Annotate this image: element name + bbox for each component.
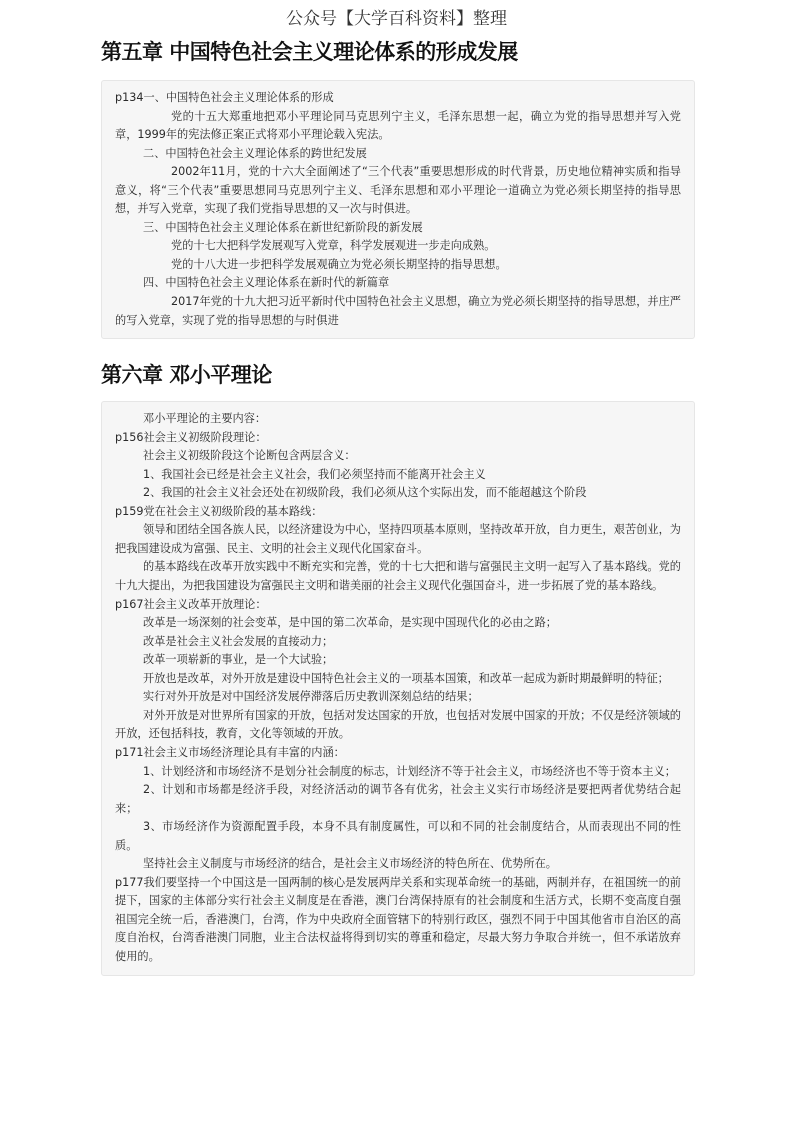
paragraph: 的基本路线在改革开放实践中不断充实和完善，党的十七大把和谐与富强民主文明一起写入了基本路线。党的十九大提出，为把我国建设为富强民主文明和谐美丽的社会主义现代化强国奋斗，进一步拓展了党的基本路线。 bbox=[115, 560, 681, 593]
paragraph: 改革是一场深刻的社会变革，是中国的第二次革命，是实现中国现代化的必由之路； bbox=[143, 616, 557, 630]
paragraph: 2、计划和市场都是经济手段，对经济活动的调节各有优劣，社会主义实行市场经济是要把两者优势结合起来； bbox=[115, 783, 681, 815]
paragraph: 四、中国特色社会主义理论体系在新时代的新篇章 bbox=[143, 276, 390, 290]
paragraph: 二、中国特色社会主义理论体系的跨世纪发展 bbox=[143, 146, 367, 160]
paragraph: 1、计划经济和市场经济不是划分社会制度的标志，计划经济不等于社会主义，市场经济也不等于资本主义； bbox=[143, 764, 676, 778]
paragraph: 坚持社会主义制度与市场经济的结合，是社会主义市场经济的特色所在、优势所在。 bbox=[143, 857, 557, 871]
paragraph: 3、市场经济作为资源配置手段，本身不具有制度属性，可以和不同的社会制度结合，从而表现出不同的性质。 bbox=[115, 820, 681, 852]
paragraph: 改革是社会主义社会发展的直接动力； bbox=[143, 634, 334, 648]
paragraph: 开放也是改革，对外开放是建设中国特色社会主义的一项基本国策，和改革一起成为新时期最鲜明的特征； bbox=[143, 671, 669, 685]
paragraph: 改革一项崭新的事业，是一个大试验； bbox=[143, 653, 334, 667]
chapter-6-heading: 第六章 邓小平理论 bbox=[101, 363, 272, 388]
paragraph: 党的十五大郑重地把邓小平理论同马克思列宁主义，毛泽东思想一起，确立为党的指导思想并写入党章，1999年的宪法修正案正式将邓小平理论载入宪法。 bbox=[115, 109, 681, 142]
paragraph: p167社会主义改革开放理论： bbox=[115, 597, 267, 611]
paragraph: 2002年11月，党的十六大全面阐述了“三个代表”重要思想形成的时代背景，历史地位精神实质和指导意义，将“三个代表”重要思想同马克思列宁主义、毛泽东思想和邓小平理论一道确立为党必须长期坚持的指导思想，并写入党章，实现了我们党指导思想的又一次与时俱进。 bbox=[115, 165, 681, 216]
paragraph: p159党在社会主义初级阶段的基本路线： bbox=[115, 504, 323, 518]
paragraph: p171社会主义市场经济理论具有丰富的内涵： bbox=[115, 745, 345, 759]
paragraph: 社会主义初级阶段这个论断包含两层含义： bbox=[143, 449, 356, 463]
paragraph: 党的十七大把科学发展观写入党章，科学发展观进一步走向成熟。 bbox=[171, 239, 496, 253]
paragraph: 1、我国社会已经是社会主义社会，我们必须坚持而不能离开社会主义 bbox=[143, 467, 486, 481]
paragraph: p156社会主义初级阶段理论： bbox=[115, 430, 267, 444]
watermark: 公众号【大学百科资料】整理 bbox=[286, 9, 507, 29]
paragraph: 三、中国特色社会主义理论体系在新世纪新阶段的新发展 bbox=[143, 220, 423, 234]
paragraph: 2、我国的社会主义社会还处在初级阶段，我们必须从这个实际出发，而不能超越这个阶段 bbox=[143, 486, 587, 500]
paragraph: 实行对外开放是对中国经济发展停滞落后历史教训深刻总结的结果； bbox=[143, 690, 479, 704]
chapter-5-content-box bbox=[101, 80, 695, 339]
chapter-5-heading: 第五章 中国特色社会主义理论体系的形成发展 bbox=[101, 40, 518, 64]
paragraph: 2017年党的十九大把习近平新时代中国特色社会主义思想，确立为党必须长期坚持的指导思想，并庄严的写入党章，实现了党的指导思想的与时俱进 bbox=[115, 295, 681, 327]
paragraph: p177我们要坚持一个中国这是一国两制的核心是发展两岸关系和实现革命统一的基础，两制并存，在祖国统一的前提下，国家的主体部分实行社会主义制度是在香港，澳门台湾保持原有的社会制度和生活方式，长期不变高度自强祖国完全统一后，香港澳门，台湾，作为中央政府全面管辖下的特别行政区，强烈不同于中国其他省市自治区的高度自治权，台湾香港澳门同胞，业主合法权益将得到切实的尊重和稳定，尽最大努力争取合并统一，但不承诺放弃使用的。 bbox=[115, 875, 681, 963]
paragraph: 邓小平理论的主要内容： bbox=[143, 412, 267, 426]
chapter-6-content-box bbox=[101, 401, 695, 975]
paragraph: p134一、中国特色社会主义理论体系的形成 bbox=[115, 91, 334, 104]
paragraph: 党的十八大进一步把科学发展观确立为党必须长期坚持的指导思想。 bbox=[171, 257, 507, 271]
paragraph: 领导和团结全国各族人民，以经济建设为中心，坚持四项基本原则，坚持改革开放，自力更生，艰苦创业，为把我国建设成为富强、民主、文明的社会主义现代化国家奋斗。 bbox=[115, 523, 681, 555]
paragraph: 对外开放是对世界所有国家的开放，包括对发达国家的开放，也包括对发展中国家的开放；不仅是经济领域的开放，还包括科技，教育，文化等领域的开放。 bbox=[115, 708, 681, 741]
